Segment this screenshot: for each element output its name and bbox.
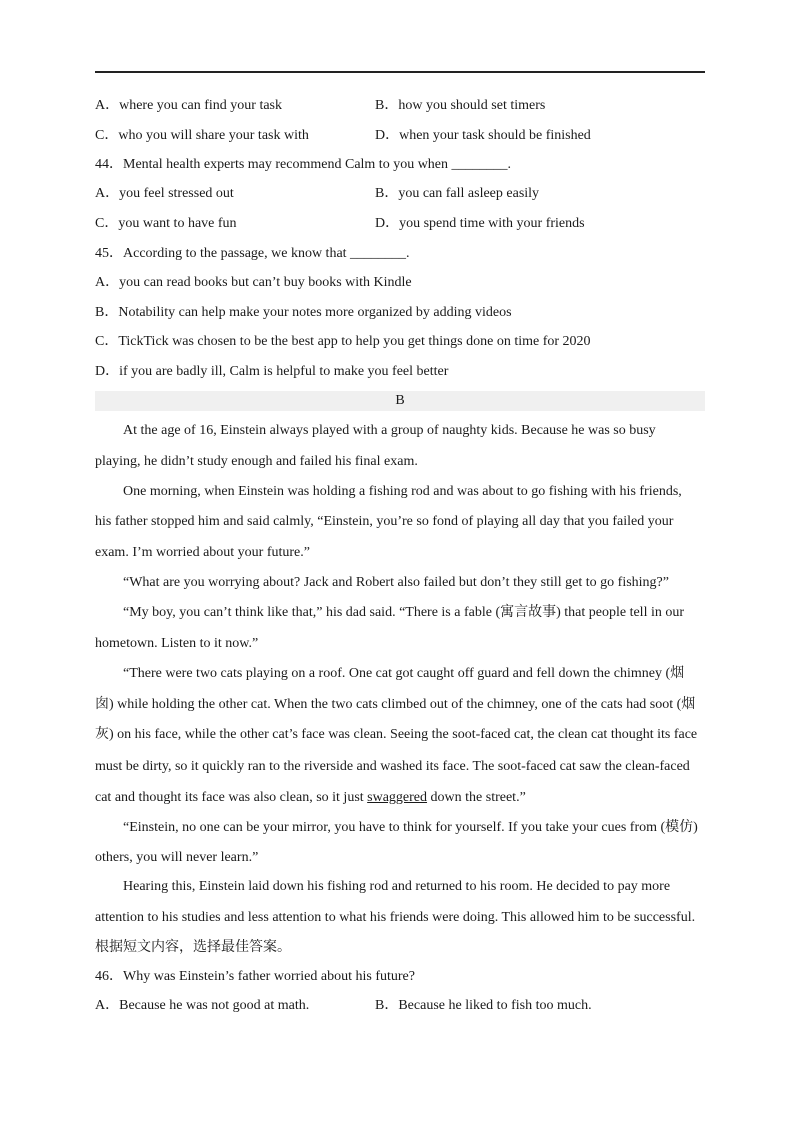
- passage-line: “What are you worrying about? Jack and Robert also failed but don’t they still get to go fishing?”: [123, 575, 669, 590]
- q46-stem: 46．Why was Einstein’s father worried about his future?: [95, 969, 415, 984]
- q44-option-a: A．you feel stressed out: [95, 186, 234, 201]
- q45-option-c: C．TickTick was chosen to be the best app to help you get things done on time for 2020: [95, 334, 591, 349]
- passage-line: his father stopped him and said calmly, “Einstein, you’re so fond of playing all day that you failed your: [95, 514, 674, 529]
- passage-line: others, you will never learn.”: [95, 850, 259, 865]
- passage-line: 灰) on his face, while the other cat’s face was clean. Seeing the soot-faced cat, the clean cat thought its face: [95, 727, 698, 742]
- instruction: 根据短文内容，选择最佳答案。: [95, 940, 291, 955]
- q43-option-d: D．when your task should be finished: [375, 128, 591, 143]
- q45-option-d: D．if you are badly ill, Calm is helpful to make you feel better: [95, 364, 449, 379]
- q43-option-b: B．how you should set timers: [375, 98, 546, 113]
- q46-option-a: A．Because he was not good at math.: [95, 998, 310, 1013]
- passage-line: hometown. Listen to it now.”: [95, 636, 259, 651]
- passage-line: At the age of 16, Einstein always played with a group of naughty kids. Because he was so busy: [123, 423, 656, 438]
- header-rule: [95, 71, 705, 73]
- passage-line: must be dirty, so it quickly ran to the riverside and washed its face. The soot-faced cat saw the clean-faced: [95, 759, 690, 774]
- q45-stem: 45．According to the passage, we know that ________.: [95, 246, 410, 261]
- q44-option-c: C．you want to have fun: [95, 216, 237, 231]
- passage-line: attention to his studies and less attention to what his friends were doing. This allowed him to be successful.: [95, 910, 696, 925]
- q43-option-a: A．where you can find your task: [95, 98, 283, 113]
- section-heading: B: [95, 391, 705, 411]
- q44-option-b: B．you can fall asleep easily: [375, 186, 540, 201]
- passage-line: Hearing this, Einstein laid down his fishing rod and returned to his room. He decided to pay more: [123, 879, 671, 894]
- passage-line: “Einstein, no one can be your mirror, you have to think for yourself. If you take your cues from (模仿): [123, 820, 698, 835]
- q45-option-a: A．you can read books but can’t buy books with Kindle: [95, 275, 412, 290]
- q45-option-b: B．Notability can help make your notes more organized by adding videos: [95, 305, 512, 320]
- passage-line: 囱) while holding the other cat. When the two cats climbed out of the chimney, one of the cats had soot (烟: [95, 697, 696, 712]
- q44-option-d: D．you spend time with your friends: [375, 216, 585, 231]
- passage-line: “There were two cats playing on a roof. One cat got caught off guard and fell down the chimney (烟: [123, 666, 685, 681]
- q46-option-b: B．Because he liked to fish too much.: [375, 998, 592, 1013]
- passage-line: “My boy, you can’t think like that,” his dad said. “There is a fable (寓言故事) that people tell in our: [123, 605, 685, 620]
- passage-line: One morning, when Einstein was holding a fishing rod and was about to go fishing with his friends,: [123, 484, 682, 499]
- passage-text: cat and thought its face was also clean, so it just: [95, 790, 368, 805]
- q44-stem: 44．Mental health experts may recommend Calm to you when ________.: [95, 157, 512, 172]
- passage-line: [95, 788, 705, 808]
- passage-text: down the street.”: [427, 790, 526, 805]
- passage-line: playing, he didn’t study enough and failed his final exam.: [95, 454, 418, 469]
- underlined-word: swaggered: [367, 790, 428, 805]
- q43-option-c: C．who you will share your task with: [95, 128, 309, 143]
- passage-line: exam. I’m worried about your future.”: [95, 545, 310, 560]
